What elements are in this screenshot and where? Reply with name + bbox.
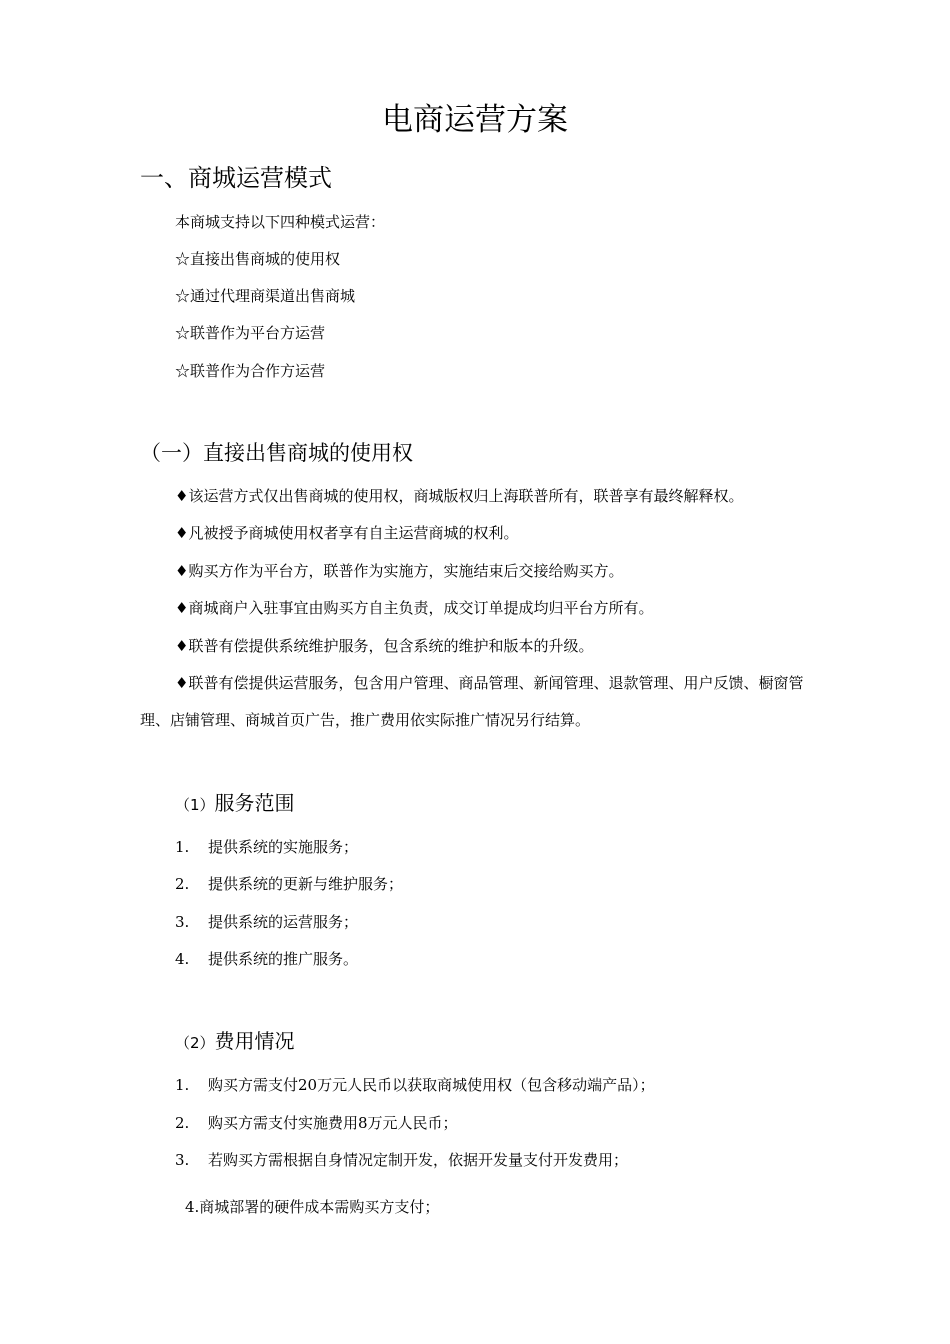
bullet-item: ♦购买方作为平台方，联普作为实施方，实施结束后交接给购买方。 <box>175 562 624 580</box>
list-item: 提供系统的实施服务； <box>208 838 359 856</box>
list-item: 4.商城部署的硬件成本需购买方支付； <box>185 1198 440 1216</box>
fees-heading <box>175 1026 295 1058</box>
list-item-number: 3. <box>175 913 190 931</box>
heading-text: 服务范围 <box>214 791 295 815</box>
heading-number: （1） <box>175 796 215 814</box>
bullet-item: ♦商城商户入驻事宜由购买方自主负责，成交订单提成均归平台方所有。 <box>175 599 654 617</box>
list-item: 购买方需支付实施费用8万元人民币； <box>208 1114 458 1132</box>
modes-intro: 本商城支持以下四种模式运营： <box>175 213 386 231</box>
subsection-heading-direct-sale: （一）直接出售商城的使用权 <box>140 441 413 465</box>
list-item: 若购买方需根据自身情况定制开发，依据开发量支付开发费用； <box>208 1151 629 1169</box>
section-heading-mall-operation-modes: 一、商城运营模式 <box>140 164 332 192</box>
mode-item: ☆联普作为平台方运营 <box>175 324 326 342</box>
list-item: 提供系统的更新与维护服务； <box>208 875 404 893</box>
mode-item: ☆直接出售商城的使用权 <box>175 250 341 268</box>
bullet-item: ♦联普有偿提供系统维护服务，包含系统的维护和版本的升级。 <box>175 637 594 655</box>
mode-item: ☆通过代理商渠道出售商城 <box>175 287 356 305</box>
list-item-number: 1. <box>175 838 190 856</box>
bullet-item: ♦凡被授予商城使用权者享有自主运营商城的权利。 <box>175 524 519 542</box>
list-item: 提供系统的推广服务。 <box>208 950 359 968</box>
document-title: 电商运营方案 <box>382 102 568 138</box>
list-item: 购买方需支付20万元人民币以获取商城使用权（包含移动端产品）； <box>208 1076 655 1094</box>
list-item-number: 1. <box>175 1076 190 1094</box>
list-item-number: 3. <box>175 1151 190 1169</box>
heading-number: （2） <box>175 1034 215 1052</box>
bullet-item-wrapped: ♦联普有偿提供运营服务，包含用户管理、商品管理、新闻管理、退款管理、用户反馈、橱窗管理、店铺管理、商城首页广告，推广费用依实际推广情况另行结算。 <box>140 674 804 729</box>
list-item: 提供系统的运营服务； <box>208 913 359 931</box>
list-item-number: 4. <box>175 950 190 968</box>
service-scope-heading <box>175 788 295 820</box>
bullet-item: ♦该运营方式仅出售商城的使用权，商城版权归上海联普所有，联普享有最终解释权。 <box>175 487 744 505</box>
list-item-number: 2. <box>175 1114 190 1132</box>
heading-text: 费用情况 <box>214 1029 295 1053</box>
list-item-number: 2. <box>175 875 190 893</box>
mode-item: ☆联普作为合作方运营 <box>175 362 326 380</box>
